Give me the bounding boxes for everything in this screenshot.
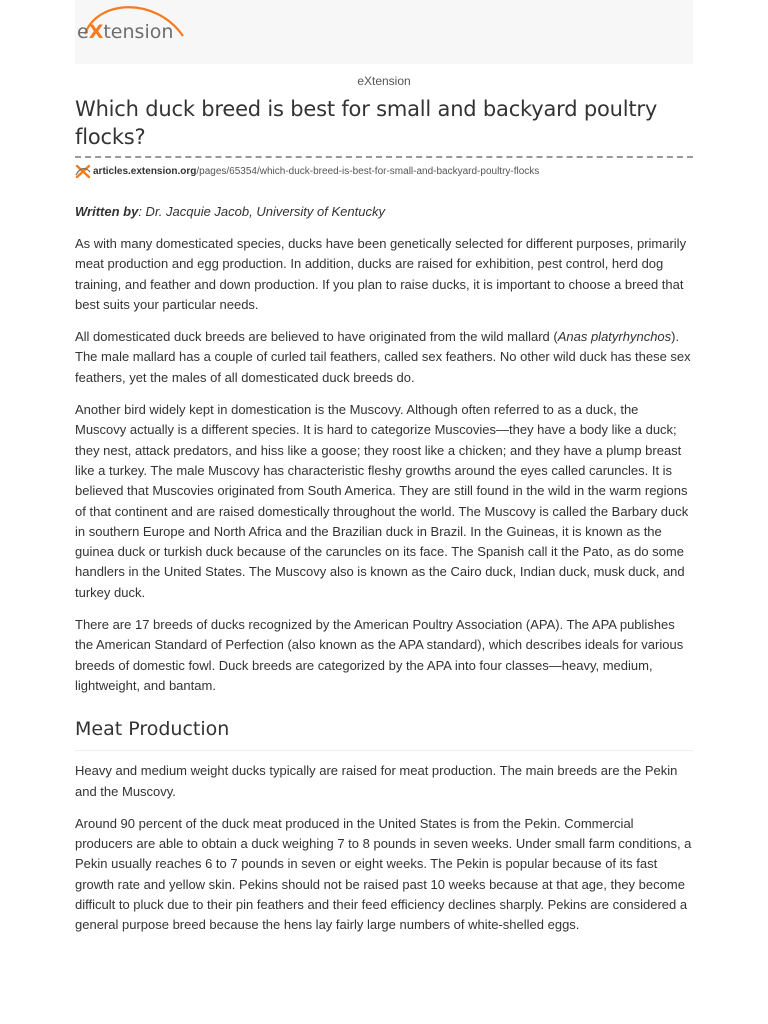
mallard-text-after: ). The male mallard has a couple of curled tail feathers, called sex feathers. No other wild duck has these sex feathers, yet the males of all domesticated duck breeds do. xyxy=(75,329,691,385)
extension-source-icon xyxy=(75,163,91,179)
logo-text: eXtension xyxy=(77,21,174,43)
site-name: eXtension xyxy=(357,74,411,88)
byline-label: Written by xyxy=(75,204,139,219)
title-divider xyxy=(75,156,693,158)
page xyxy=(75,0,693,936)
source-link[interactable] xyxy=(75,162,693,180)
source-url[interactable] xyxy=(93,166,539,177)
byline-author: : Dr. Jacquie Jacob, University of Kentucky xyxy=(138,204,385,219)
site-header xyxy=(75,0,693,64)
extension-logo[interactable] xyxy=(77,2,187,50)
mallard-scientific-name: Anas platyrhynchos xyxy=(557,329,672,345)
mallard-paragraph xyxy=(75,327,693,388)
source-domain: articles.extension.org xyxy=(93,165,197,177)
article-title: Which duck breed is best for small and backyard poultry flocks? xyxy=(75,97,658,149)
pekin-paragraph: Around 90 percent of the duck meat produced in the United States is from the Pekin. Commercial producers are able to obtain a duck weighing 7 to 8 pounds in seven weeks. Under small farm conditions, a Pekin usually reaches 6 to 7 pounds in seven or eight weeks. The Pekin is popular because of its fast growth rate and yellow skin. Pekins should not be raised past 10 weeks because at that age, they become difficult to pluck due to their pin feathers and their feed efficiency declines sharply. Pekins are considered a general purpose breed because the hens lay fairly large numbers of white-shelled eggs. xyxy=(75,815,692,933)
apa-paragraph: There are 17 breeds of ducks recognized by the American Poultry Association (APA). The APA publishes the American Standard of Perfection (also known as the APA standard), which describes ideals for various breeds of domestic fowl. Duck breeds are categorized by the APA into four classes—heavy, medium, lightweight, and bantam. xyxy=(75,617,684,693)
section-heading-meat-production: Meat Production xyxy=(75,716,693,751)
meat-intro-paragraph: Heavy and medium weight ducks typically are raised for meat production. The main breeds are the Pekin and the Muscovy. xyxy=(75,763,678,799)
mallard-text-before: All domesticated duck breeds are believed to have originated from the wild mallard ( xyxy=(75,329,558,345)
intro-paragraph: As with many domesticated species, ducks have been genetically selected for different purposes, primarily meat production and egg production. In addition, ducks are raised for exhibition, pest control, herd dog training, and feather and down production. If you plan to raise ducks, it is important to choose a breed that best suits your particular needs. xyxy=(75,236,687,312)
byline xyxy=(75,202,693,222)
source-path: /pages/65354/which-duck-breed-is-best-for-small-and-backyard-poultry-flocks xyxy=(196,165,540,177)
muscovy-paragraph: Another bird widely kept in domestication is the Muscovy. Although often referred to as a duck, the Muscovy actually is a different species. It is hard to categorize Muscovies—they have a body like a duck; they nest, attack predators, and hiss like a goose; they roost like a chicken; and they have a plump breast like a turkey. The male Muscovy has characteristic fleshy growths around the eyes called caruncles. It is believed that Muscovies originated from South America. They are still found in the wild in the warm regions of that continent and are raised domestically throughout the world. The Muscovy is called the Barbary duck in southern Europe and North Africa and the Brazilian duck in Brazil. In the Guineas, it is known as the guinea duck or turkish duck because of the caruncles on its face. The Spanish call it the Pato, as do some handlers in the United States. The Muscovy also is known as the Cairo duck, Indian duck, musk duck, and turkey duck. xyxy=(75,402,689,600)
